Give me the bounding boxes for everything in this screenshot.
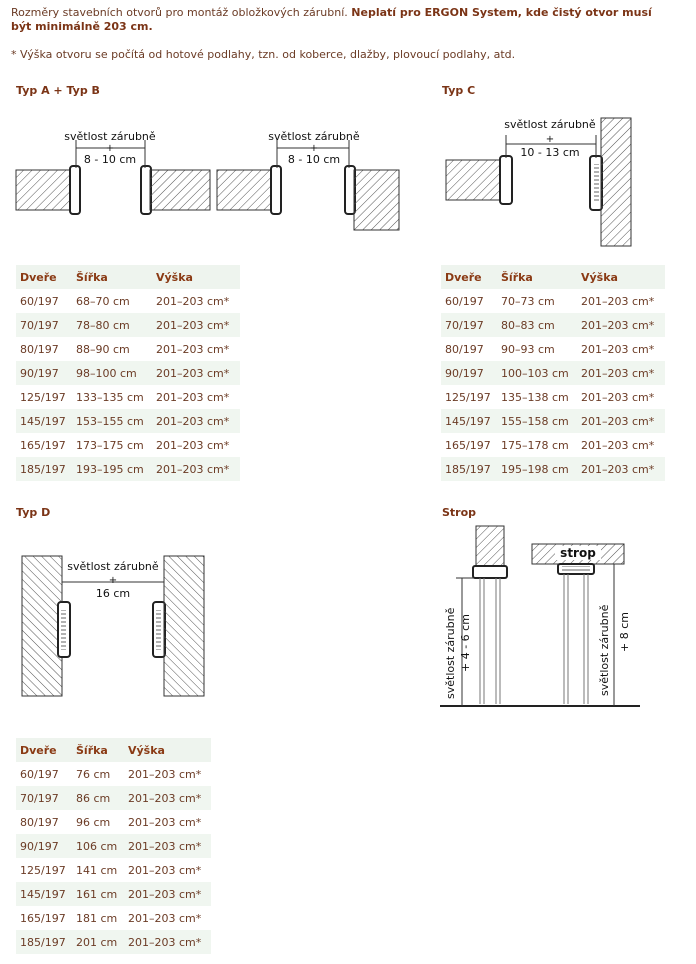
label-b-3: 8 - 10 cm [287, 153, 341, 166]
table-cell: 201 cm [72, 930, 124, 954]
label-c-2: + [545, 134, 555, 145]
table-cell: 70/197 [16, 786, 72, 810]
label-strop-left-2: + 4 - 6 cm [459, 614, 472, 672]
table-row [441, 409, 665, 433]
label-a-3: 8 - 10 cm [83, 153, 137, 166]
frame-head-left [473, 566, 507, 578]
label-strop-right-1: světlost zárubně [598, 604, 611, 696]
table-row [16, 289, 240, 313]
label-strop-right-2: + 8 cm [618, 612, 631, 652]
table-cell: 96 cm [72, 810, 124, 834]
table-cell: 161 cm [72, 882, 124, 906]
table-row [16, 433, 240, 457]
table-row [16, 858, 211, 882]
table-cell: 80–83 cm [497, 313, 577, 337]
heading-typ-c: Typ C [442, 84, 476, 97]
table-cell: 90/197 [16, 361, 72, 385]
table-row [16, 786, 211, 810]
table-cell: 201–203 cm* [577, 409, 665, 433]
table-cell: 201–203 cm* [152, 385, 240, 409]
table-row [16, 337, 240, 361]
table-cell: 70/197 [441, 313, 497, 337]
table-cell: 201–203 cm* [577, 361, 665, 385]
table-cell: 90/197 [441, 361, 497, 385]
table-row [441, 433, 665, 457]
table-cell: 98–100 cm [72, 361, 152, 385]
table-cell: 145/197 [16, 409, 72, 433]
table-cell: 70–73 cm [497, 289, 577, 313]
table-row [441, 385, 665, 409]
table-row [16, 457, 240, 481]
table-cell: 141 cm [72, 858, 124, 882]
label-d-1: světlost zárubně [67, 560, 159, 573]
col-header: Výška [577, 265, 665, 289]
diagram-typ-c [444, 110, 644, 250]
label-b-1: světlost zárubně [268, 130, 360, 143]
table-row [16, 882, 211, 906]
diagram-strop [440, 524, 650, 714]
table-row [441, 313, 665, 337]
table-row [16, 361, 240, 385]
table-cell: 185/197 [16, 457, 72, 481]
table-cell: 86 cm [72, 786, 124, 810]
table-cell: 175–178 cm [497, 433, 577, 457]
wall-left-b [217, 170, 277, 210]
table-cell: 201–203 cm* [124, 834, 211, 858]
table-typ-ab [16, 265, 240, 481]
table-cell: 153–155 cm [72, 409, 152, 433]
table-cell: 145/197 [16, 882, 72, 906]
table-cell: 80/197 [16, 810, 72, 834]
table-row [441, 337, 665, 361]
table-cell: 201–203 cm* [152, 409, 240, 433]
table-cell: 80/197 [16, 337, 72, 361]
label-c-3: 10 - 13 cm [520, 146, 580, 159]
table-row [16, 906, 211, 930]
table-cell: 100–103 cm [497, 361, 577, 385]
table-cell: 201–203 cm* [124, 786, 211, 810]
table-cell: 68–70 cm [72, 289, 152, 313]
table-cell: 201–203 cm* [577, 289, 665, 313]
col-header: Výška [124, 738, 211, 762]
heading-strop: Strop [442, 506, 477, 519]
table-cell: 125/197 [16, 385, 72, 409]
table-cell: 201–203 cm* [577, 457, 665, 481]
label-strop: strop [560, 546, 596, 560]
table-row [16, 930, 211, 954]
table-cell: 185/197 [441, 457, 497, 481]
table-cell: 90/197 [16, 834, 72, 858]
table-cell: 201–203 cm* [152, 457, 240, 481]
table-cell: 60/197 [441, 289, 497, 313]
label-a-2: + [105, 143, 115, 154]
frame-left-b [271, 166, 281, 214]
diagram-typ-ab [14, 120, 404, 235]
table-cell: 80/197 [441, 337, 497, 361]
wall-left-d [22, 556, 62, 696]
wall-right-d [164, 556, 204, 696]
table-cell: 125/197 [16, 858, 72, 882]
table-cell: 60/197 [16, 762, 72, 786]
table-cell: 201–203 cm* [124, 930, 211, 954]
table-cell: 195–198 cm [497, 457, 577, 481]
col-header: Výška [152, 265, 240, 289]
table-cell: 60/197 [16, 289, 72, 313]
ceiling-beam-left [476, 526, 504, 566]
table-cell: 201–203 cm* [124, 762, 211, 786]
table-cell: 155–158 cm [497, 409, 577, 433]
table-cell: 165/197 [16, 906, 72, 930]
table-cell: 181 cm [72, 906, 124, 930]
table-cell: 133–135 cm [72, 385, 152, 409]
table-row [16, 313, 240, 337]
table-cell: 201–203 cm* [577, 433, 665, 457]
table-cell: 70/197 [16, 313, 72, 337]
table-cell: 165/197 [441, 433, 497, 457]
col-header: Šířka [497, 265, 577, 289]
wall-right-c [601, 118, 631, 246]
table-cell: 173–175 cm [72, 433, 152, 457]
table-cell: 201–203 cm* [124, 882, 211, 906]
table-typ-d [16, 738, 211, 954]
table-cell: 201–203 cm* [124, 906, 211, 930]
col-header: Dveře [16, 265, 72, 289]
table-cell: 165/197 [16, 433, 72, 457]
table-row [441, 289, 665, 313]
table-cell: 201–203 cm* [152, 289, 240, 313]
table-cell: 201–203 cm* [577, 385, 665, 409]
label-strop-left-1: světlost zárubně [444, 607, 457, 699]
table-cell: 201–203 cm* [124, 810, 211, 834]
table-cell: 201–203 cm* [124, 858, 211, 882]
table-cell: 201–203 cm* [152, 361, 240, 385]
table-row [16, 409, 240, 433]
table-cell: 125/197 [441, 385, 497, 409]
wall-left-c [446, 160, 506, 200]
col-header: Dveře [441, 265, 497, 289]
table-cell: 88–90 cm [72, 337, 152, 361]
table-cell: 76 cm [72, 762, 124, 786]
table-cell: 201–203 cm* [152, 337, 240, 361]
frame-left-c [500, 156, 512, 204]
wall-left-a [16, 170, 76, 210]
table-row [441, 361, 665, 385]
table-cell: 201–203 cm* [152, 433, 240, 457]
table-cell: 193–195 cm [72, 457, 152, 481]
label-b-2: + [309, 143, 319, 154]
label-d-3: 16 cm [95, 587, 131, 600]
frame-left-a [70, 166, 80, 214]
height-note: * Výška otvoru se počítá od hotové podlahy, tzn. od koberce, dlažby, plovoucí podlahy, atd. [11, 48, 516, 61]
col-header: Šířka [72, 265, 152, 289]
heading-typ-d: Typ D [16, 506, 51, 519]
diagram-typ-d [20, 552, 210, 702]
wall-right-a [150, 170, 210, 210]
intro-text [11, 6, 671, 34]
table-row [16, 762, 211, 786]
intro-bold: Neplatí pro ERGON System, kde čistý otvor musí být minimálně 203 cm. [11, 6, 652, 33]
table-cell: 201–203 cm* [577, 313, 665, 337]
table-cell: 145/197 [441, 409, 497, 433]
table-row [16, 834, 211, 858]
table-cell: 201–203 cm* [152, 313, 240, 337]
table-row [16, 810, 211, 834]
label-a-1: světlost zárubně [64, 130, 156, 143]
label-c-1: světlost zárubně [504, 118, 596, 131]
table-cell: 106 cm [72, 834, 124, 858]
intro-normal: Rozměry stavebních otvorů pro montáž obložkových zárubní. [11, 6, 352, 19]
table-cell: 78–80 cm [72, 313, 152, 337]
heading-typ-ab: Typ A + Typ B [16, 84, 100, 97]
table-row [441, 457, 665, 481]
table-cell: 135–138 cm [497, 385, 577, 409]
table-cell: 90–93 cm [497, 337, 577, 361]
col-header: Dveře [16, 738, 72, 762]
table-typ-c [441, 265, 665, 481]
table-row [16, 385, 240, 409]
table-cell: 185/197 [16, 930, 72, 954]
label-d-2: + [108, 575, 118, 586]
wall-right-b [354, 170, 399, 230]
table-cell: 201–203 cm* [577, 337, 665, 361]
col-header: Šířka [72, 738, 124, 762]
